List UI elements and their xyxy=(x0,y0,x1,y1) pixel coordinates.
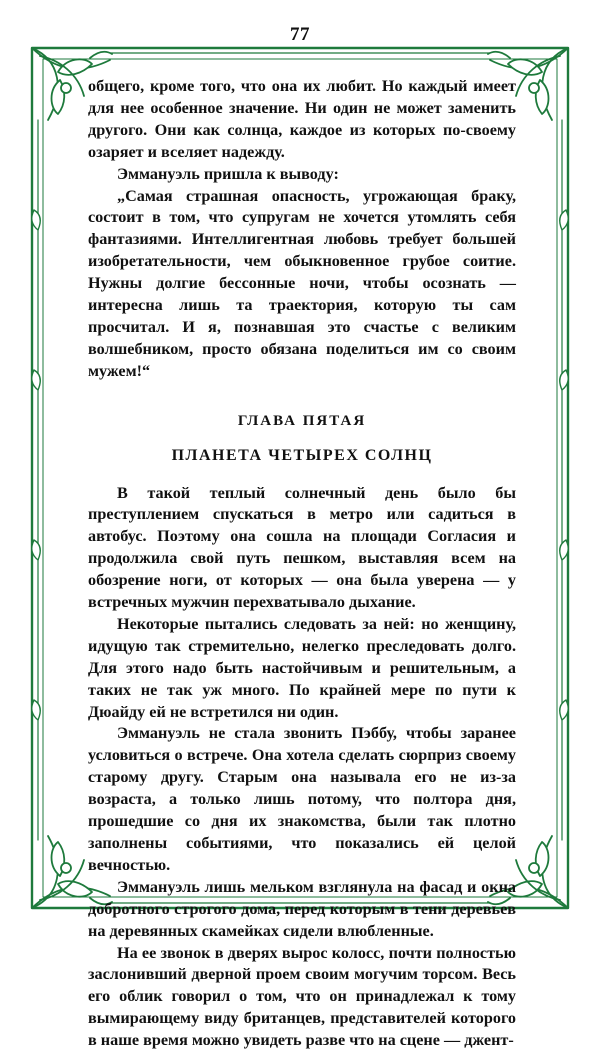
opening-paragraph: общего, кроме того, что она их любит. Но каждый имеет для нее особенное значение. Ни один не может заменить другого. Они как солнца, каждое из которых по-своему озаряет и вселяет надежду. xyxy=(88,77,516,161)
chapter-title: ПЛАНЕТА ЧЕТЫРЕХ СОЛНЦ xyxy=(171,446,433,464)
chapter-paragraph-2: Некоторые пытались следовать за ней: но женщину, идущую так стремительно, нелегко преследовать долго. Для этого надо быть настойчивым и решительным, а таких не так уж много. По крайней мере по пути к Дюайду ей не встретился ни один. xyxy=(88,614,516,721)
chapter-paragraph-4: Эммануэль лишь мельком взглянула на фасад и окна добротного строгого дома, перед которым в тени деревьев на деревянных скамейках сидели влюбленные. xyxy=(88,877,516,940)
page-number: 77 xyxy=(290,24,310,45)
chapter-paragraph-1: В такой теплый солнечный день было бы преступлением спускаться в метро или садиться в автобус. Поэтому она сошла на площади Согласия и продолжила свой путь пешком, выставляя всем на обозрение ноги, от которых — она была уверена — у встречных мужчин перехватывало дыхание. xyxy=(88,483,516,612)
quote-paragraph: „Самая страшная опасность, угрожающая браку, состоит в том, что супругам не хочется утомлять себя фантазиями. Интеллигентная любовь требует большей изобретательности, чем обыкновенное грубое соитие. Нужны долгие бессонные ночи, чтобы осознать — интересна лишь та траектория, которую ты сам просчитал. И я, познавшая это счастье с великим волшебником, просто обязана поделиться им со своим мужем!“ xyxy=(88,186,516,380)
chapter-paragraph-3: Эммануэль не стала звонить Пэббу, чтобы заранее условиться о встрече. Она хотела сделать сюрприз своему старому другу. Старым она называла его не из-за возраста, а только лишь потому, что полтора дня, прошедшие со дня их знакомства, были так плотно заполнены событиями, что показались ей целой вечностью. xyxy=(88,724,516,874)
page-text xyxy=(88,76,516,1052)
intro-line: Эммануэль пришла к выводу: xyxy=(117,164,339,183)
chapter-label: ГЛАВА ПЯТАЯ xyxy=(237,412,367,429)
chapter-paragraph-5: На ее звонок в дверях вырос колосс, почти полностью заслонивший дверной проем своим могучим торсом. Весь его облик говорил о том, что он принадлежал к тому вымирающему виду британцев, представителей которого в наше время можно увидеть разве что на сцене — джент- xyxy=(88,943,516,1050)
